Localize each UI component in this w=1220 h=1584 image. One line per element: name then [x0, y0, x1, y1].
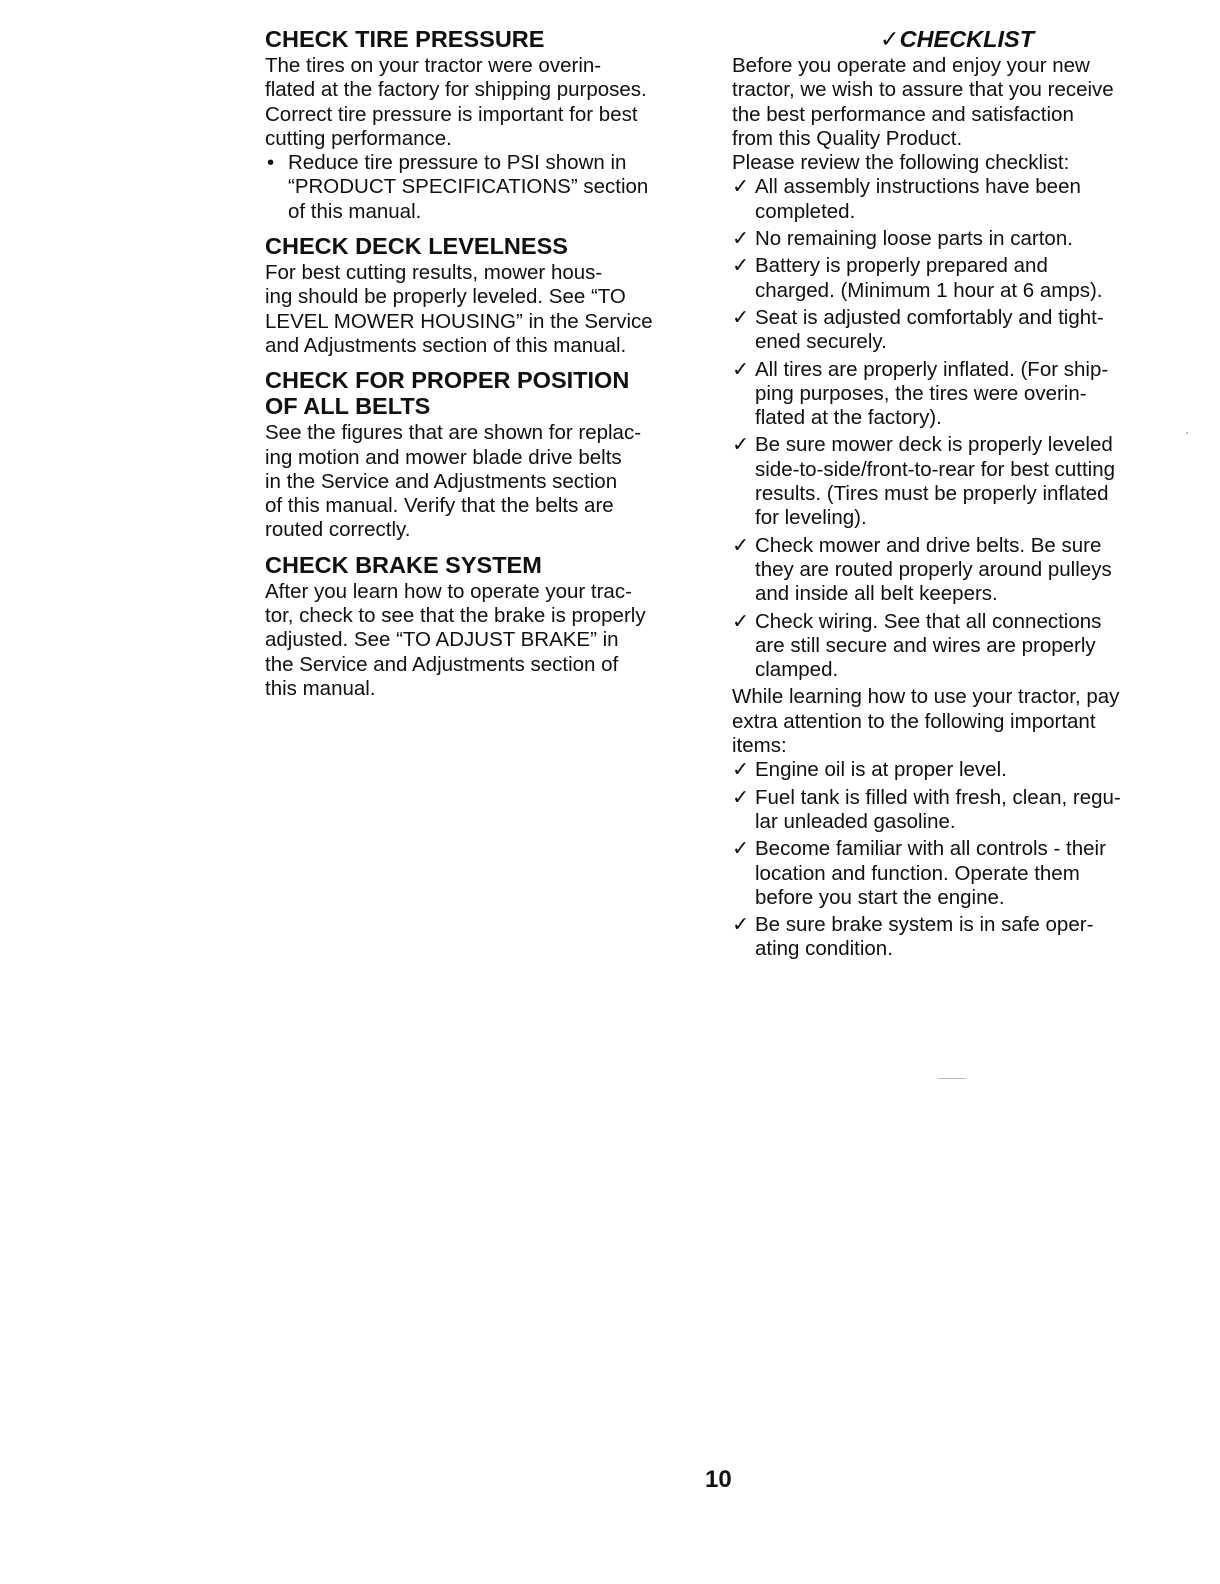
check-mark-icon: ✓ [732, 357, 750, 381]
checklist-item-line: completed. [755, 199, 856, 223]
checklist-item-line: ened securely. [755, 330, 887, 354]
checklist-item [732, 254, 1182, 303]
deck-levelness-section [265, 233, 705, 358]
text-line: LEVEL MOWER HOUSING” in the Service [265, 309, 653, 333]
text-line: of this manual. [288, 199, 422, 223]
checklist-item-line: flated at the factory). [755, 406, 942, 430]
checklist-while-learning [732, 758, 1182, 961]
bullet-marker: • [267, 151, 275, 175]
checklist-item-line: ating condition. [755, 937, 893, 961]
check-mark-icon: ✓ [732, 758, 750, 782]
checklist-item [732, 786, 1182, 835]
checklist-item [732, 227, 1182, 251]
checklist-item [732, 534, 1182, 607]
checklist-item-line: All assembly instructions have been [755, 175, 1081, 199]
checklist-item [732, 358, 1182, 431]
text-line: ing should be properly leveled. See “TO [265, 285, 626, 309]
checklist-item-line: and inside all belt keepers. [755, 582, 998, 606]
text-line: Reduce tire pressure to PSI shown in [288, 151, 627, 175]
checklist-item-line: lar unleaded gasoline. [755, 809, 956, 833]
checklist-item-line: are still secure and wires are properly [755, 633, 1096, 657]
brake-section [265, 552, 705, 701]
check-mark-icon: ✓ [732, 609, 750, 633]
check-mark-icon: ✓ [732, 305, 750, 329]
checklist-item [732, 913, 1182, 962]
text-line: After you learn how to operate your trac- [265, 579, 632, 603]
text-line: in the Service and Adjustments section [265, 469, 618, 493]
scan-speck [1186, 432, 1188, 434]
text-line: flated at the factory for shipping purposes. [265, 78, 647, 102]
belts-heading [265, 367, 705, 419]
checklist-item-line: No remaining loose parts in carton. [755, 227, 1073, 251]
text-line: from this Quality Product. [732, 126, 963, 150]
checklist-item [732, 175, 1182, 224]
checklist-intro [732, 54, 1182, 175]
text-line: tor, check to see that the brake is properly [265, 604, 646, 628]
checklist-item-line: Be sure brake system is in safe oper- [755, 913, 1094, 937]
checklist-item-line: All tires are properly inflated. (For ship- [755, 357, 1109, 381]
checklist-item-line: side-to-side/front-to-rear for best cutting [755, 457, 1116, 481]
checklist-item-line: Fuel tank is filled with fresh, clean, regu- [755, 785, 1121, 809]
text-line: Before you operate and enjoy your new [732, 54, 1090, 77]
heading-line: CHECK FOR PROPER POSITION [265, 367, 630, 394]
tire-pressure-bullet [265, 151, 705, 224]
text-line: items: [732, 734, 787, 758]
page-number: 10 [705, 1466, 732, 1493]
text-line: and Adjustments section of this manual. [265, 333, 627, 357]
heading-line: OF ALL BELTS [265, 393, 431, 420]
checklist-item-line: results. (Tires must be properly inflated [755, 482, 1109, 506]
checklist-middle-text [732, 685, 1182, 758]
checklist-item-line: location and function. Operate them [755, 861, 1080, 885]
tire-pressure-section [265, 26, 705, 224]
text-line: adjusted. See “TO ADJUST BRAKE” in [265, 628, 619, 652]
text-line: While learning how to use your tractor, pay [732, 685, 1120, 709]
check-mark-icon: ✓ [732, 175, 750, 199]
checklist-item-line: charged. (Minimum 1 hour at 6 amps). [755, 278, 1103, 302]
check-mark-icon: ✓ [732, 533, 750, 557]
checklist-item-line: before you start the engine. [755, 885, 1005, 909]
checklist-item-line: clamped. [755, 658, 839, 682]
text-line: Please review the following checklist: [732, 151, 1070, 175]
text-line: The tires on your tractor were overin- [265, 54, 602, 77]
scan-speck [938, 1078, 966, 1079]
text-line: the best performance and satisfaction [732, 102, 1074, 126]
checklist-item [732, 610, 1182, 683]
text-line: the Service and Adjustments section of [265, 652, 619, 676]
text-line: this manual. [265, 676, 376, 700]
text-line: “PRODUCT SPECIFICATIONS” section [288, 175, 649, 199]
brake-text [265, 580, 705, 701]
checklist-item [732, 433, 1182, 530]
checklist-before-operation [732, 175, 1182, 682]
checklist-item-line: Check mower and drive belts. Be sure [755, 533, 1102, 557]
checklist-item [732, 837, 1182, 910]
checklist-item [732, 306, 1182, 355]
text-line: For best cutting results, mower hous- [265, 261, 603, 285]
check-mark-icon: ✓ [732, 227, 750, 251]
check-mark-icon: ✓ [732, 254, 750, 278]
deck-levelness-heading: CHECK DECK LEVELNESS [265, 233, 568, 260]
checklist-item-line: Seat is adjusted comfortably and tight- [755, 305, 1104, 329]
checklist-item-line: Check wiring. See that all connections [755, 609, 1102, 633]
text-line: ing motion and mower blade drive belts [265, 445, 622, 469]
checklist-item [732, 758, 1182, 782]
tire-pressure-text [265, 54, 705, 151]
belts-section [265, 367, 705, 542]
check-mark-icon: ✓ [732, 433, 750, 457]
checklist-item-line: Engine oil is at proper level. [755, 758, 1007, 782]
checklist-item-line: for leveling). [755, 506, 867, 530]
belts-text [265, 421, 705, 542]
check-mark-icon: ✓ [732, 837, 750, 861]
tire-pressure-heading: CHECK TIRE PRESSURE [265, 26, 545, 52]
checklist-item-line: Be sure mower deck is properly leveled [755, 433, 1113, 457]
brake-heading: CHECK BRAKE SYSTEM [265, 551, 542, 578]
check-mark-icon: ✓ [732, 913, 750, 937]
left-column [265, 26, 705, 701]
text-line: cutting performance. [265, 126, 452, 150]
checklist-heading: ✓CHECKLIST [879, 26, 1035, 52]
text-line: extra attention to the following important [732, 709, 1096, 733]
text-line: of this manual. Verify that the belts are [265, 494, 614, 518]
checklist-item-line: they are routed properly around pulleys [755, 557, 1112, 581]
checklist-item-line: Battery is properly prepared and [755, 254, 1048, 278]
deck-levelness-text [265, 261, 705, 358]
text-line: tractor, we wish to assure that you receive [732, 78, 1114, 102]
text-line: See the figures that are shown for replac- [265, 421, 642, 445]
checklist-item-line: ping purposes, the tires were overin- [755, 381, 1087, 405]
checklist-item-line: Become familiar with all controls - their [755, 837, 1106, 861]
right-column [732, 26, 1182, 965]
text-line: Correct tire pressure is important for best [265, 102, 638, 126]
text-line: routed correctly. [265, 518, 411, 542]
check-mark-icon: ✓ [732, 785, 750, 809]
